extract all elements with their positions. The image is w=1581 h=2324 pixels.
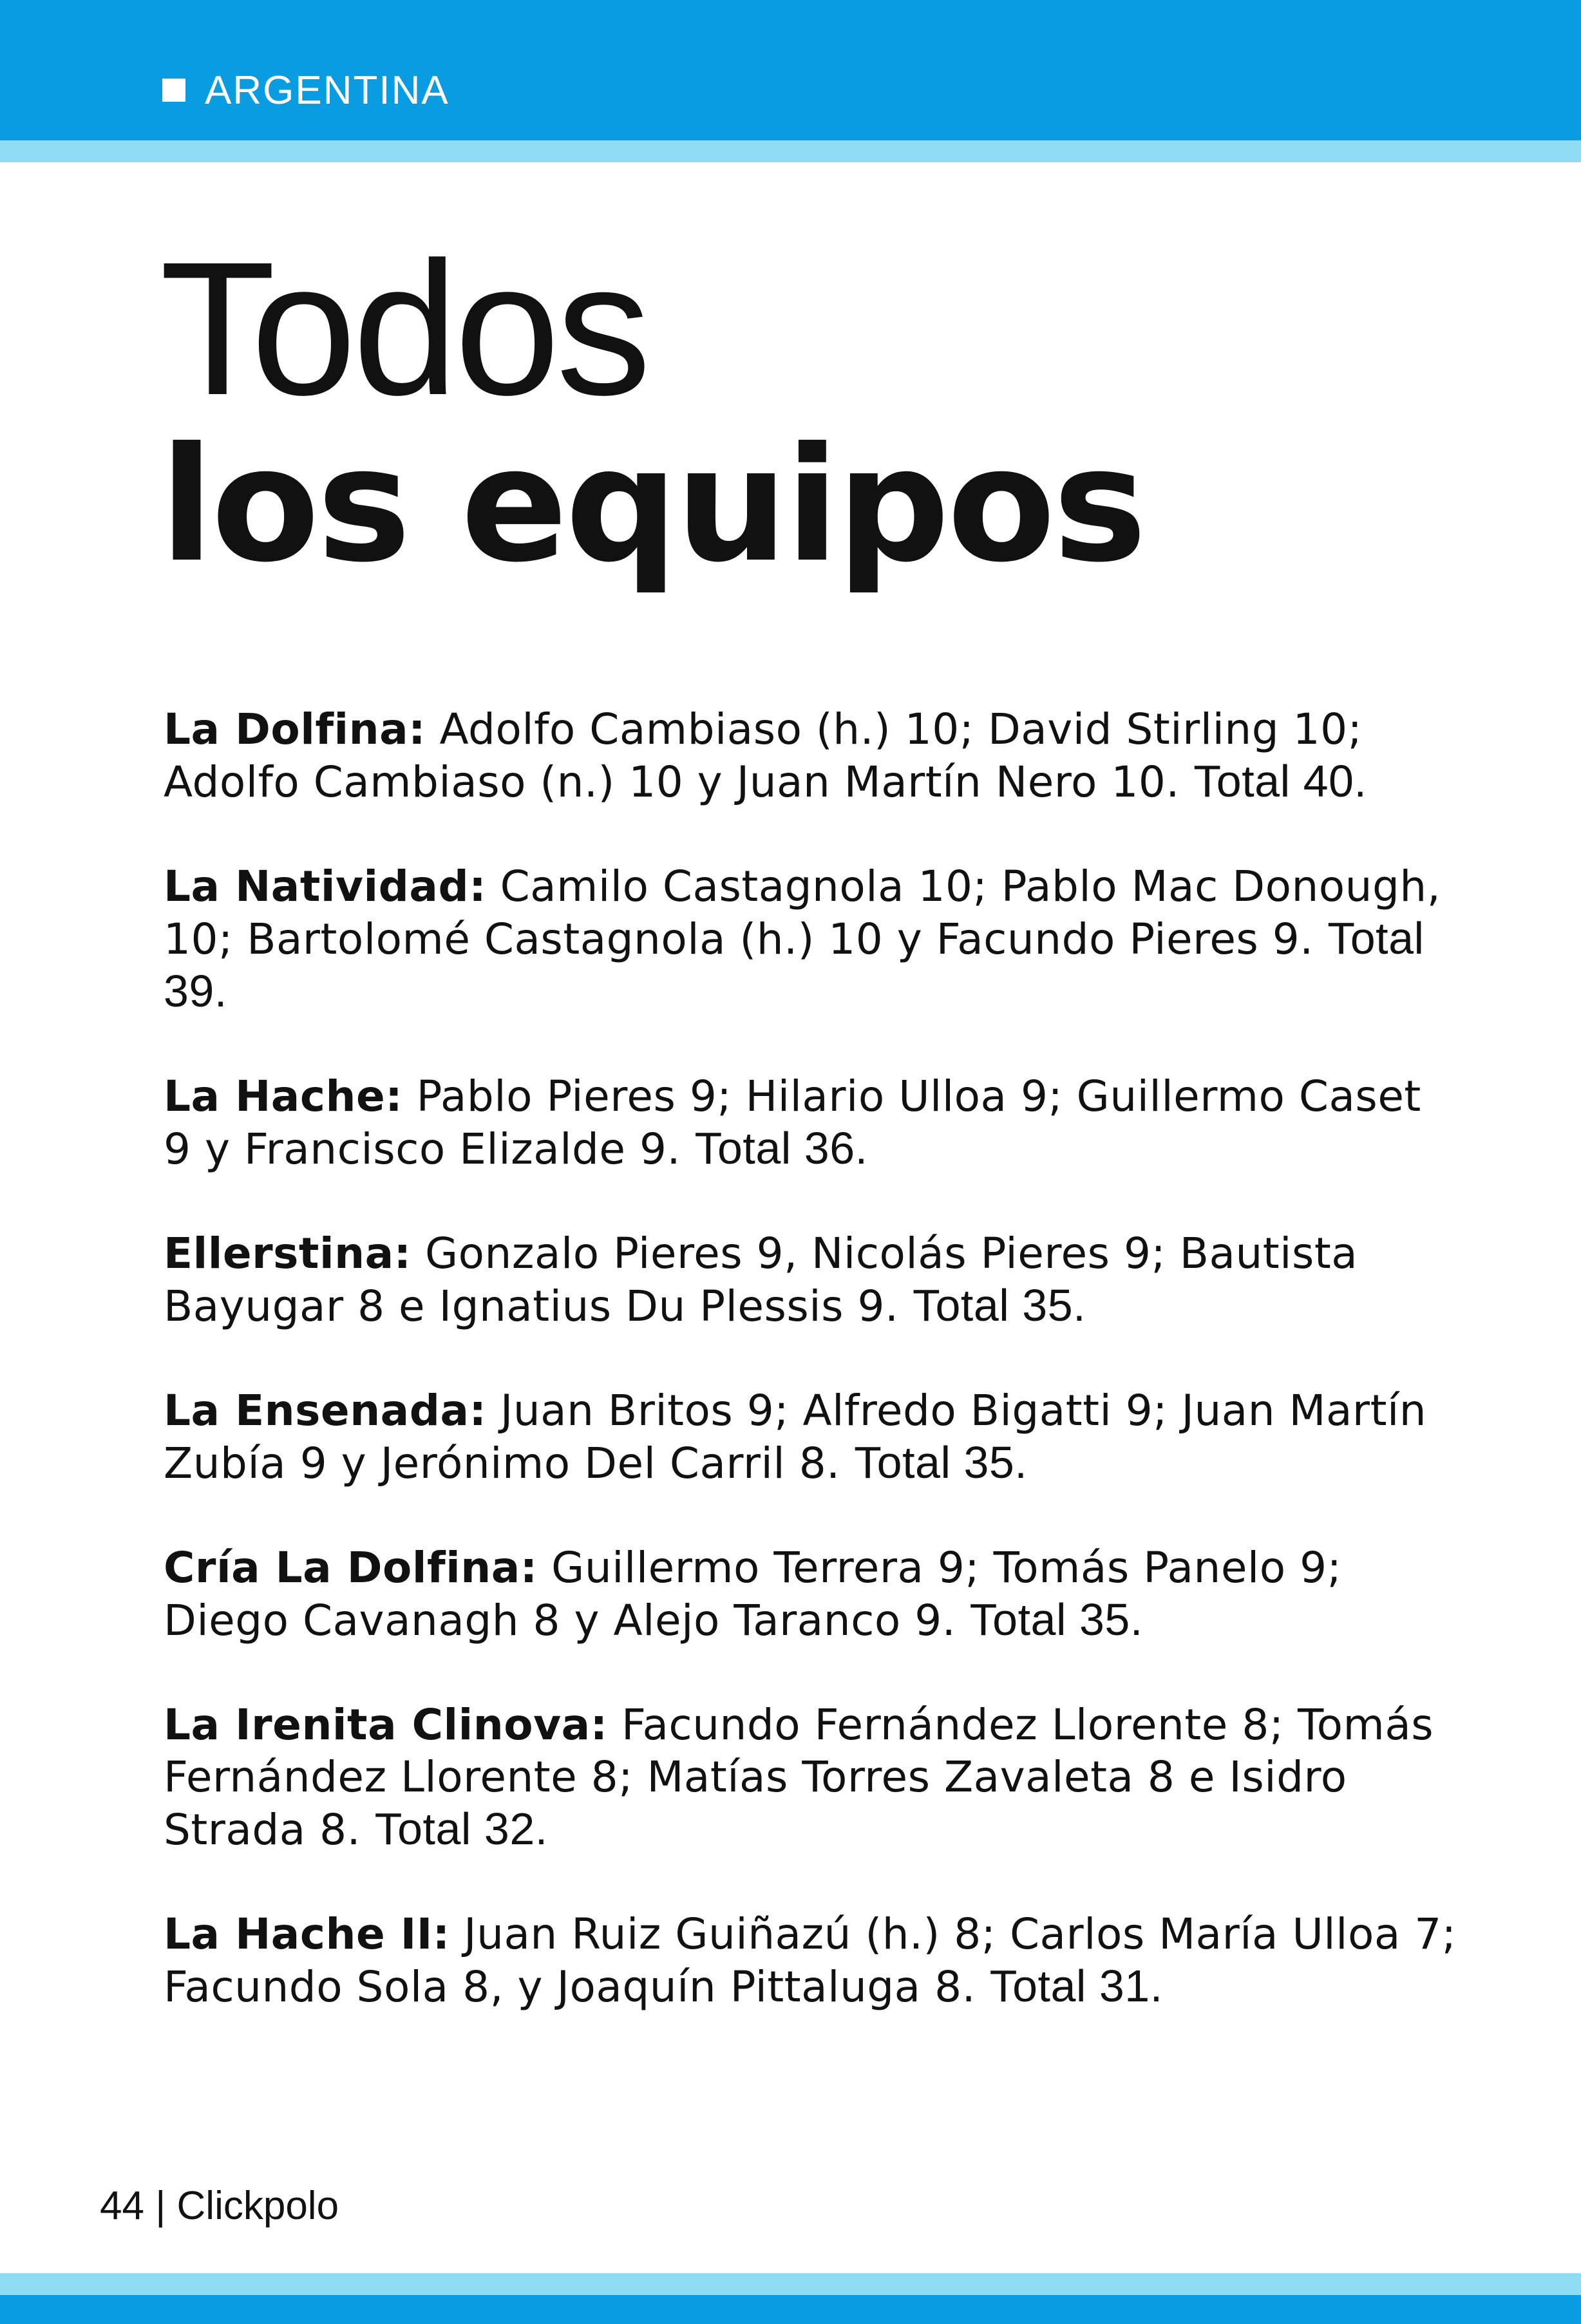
team-players: Guillermo Terrera 9; Tomás Panelo 9; Diego Cavanagh 8 y Alejo Taranco 9. — [164, 1543, 1342, 1645]
title-line-1: Todos — [160, 222, 648, 435]
team-entry — [164, 1542, 1458, 1647]
section-label — [162, 64, 450, 116]
team-name: La Hache: — [164, 1072, 403, 1121]
team-name: La Ensenada: — [164, 1386, 487, 1435]
team-total: Total 35. — [969, 1594, 1143, 1645]
team-entry — [164, 1908, 1458, 2013]
footer-band — [0, 2295, 1581, 2324]
team-total: Total 35. — [854, 1437, 1028, 1488]
team-name: Ellerstina: — [164, 1229, 412, 1278]
team-players: Adolfo Cambiaso (h.) 10; David Stirling 10; Adolfo Cambiaso (n.) 10 y Juan Martín Nero 10. — [164, 704, 1363, 807]
team-name: La Irenita Clinova: — [164, 1700, 608, 1750]
title-line-2: los equipos — [160, 413, 1144, 597]
team-name: La Dolfina: — [164, 704, 426, 754]
team-name: La Hache II: — [164, 1909, 450, 1959]
square-bullet-icon — [162, 79, 185, 102]
team-list — [164, 703, 1458, 2065]
team-total: Total 36. — [694, 1123, 868, 1173]
team-players: Pablo Pieres 9; Hilario Ulloa 9; Guillermo Caset 9 y Francisco Elizalde 9. — [164, 1072, 1421, 1174]
team-entry — [164, 1070, 1458, 1175]
footer-stripe — [0, 2273, 1581, 2295]
team-total: Total 31. — [989, 1961, 1163, 2011]
team-entry — [164, 860, 1458, 1018]
team-entry — [164, 1699, 1458, 1856]
team-players: Camilo Castagnola 10; Pablo Mac Donough, 10; Bartolomé Castagnola (h.) 10 y Facundo Pieres 9. — [164, 862, 1441, 964]
page-title — [160, 222, 1512, 597]
section-label-text: ARGENTINA — [205, 68, 450, 113]
team-total: Total 35. — [912, 1280, 1086, 1330]
team-players: Gonzalo Pieres 9, Nicolás Pieres 9; Bautista Bayugar 8 e Ignatius Du Plessis 9. — [164, 1229, 1358, 1331]
team-total: Total 40. — [1193, 756, 1367, 806]
team-total: Total 32. — [374, 1804, 548, 1854]
team-name: Cría La Dolfina: — [164, 1543, 538, 1592]
team-players: Juan Ruiz Guiñazú (h.) 8; Carlos María Ulloa 7; Facundo Sola 8, y Joaquín Pittaluga 8. — [164, 1909, 1457, 2012]
page-footer: 44 | Clickpolo — [100, 2184, 339, 2228]
team-players: Facundo Fernández Llorente 8; Tomás Fernández Llorente 8; Matías Torres Zavaleta 8 e Isidro Strada 8. — [164, 1700, 1434, 1855]
team-name: La Natividad: — [164, 862, 487, 911]
team-entry — [164, 1384, 1458, 1489]
header-stripe — [0, 140, 1581, 162]
team-players: Juan Britos 9; Alfredo Bigatti 9; Juan Martín Zubía 9 y Jerónimo Del Carril 8. — [164, 1386, 1427, 1488]
team-entry — [164, 703, 1458, 808]
team-total: Total 39. — [164, 913, 1425, 1016]
team-entry — [164, 1227, 1458, 1332]
